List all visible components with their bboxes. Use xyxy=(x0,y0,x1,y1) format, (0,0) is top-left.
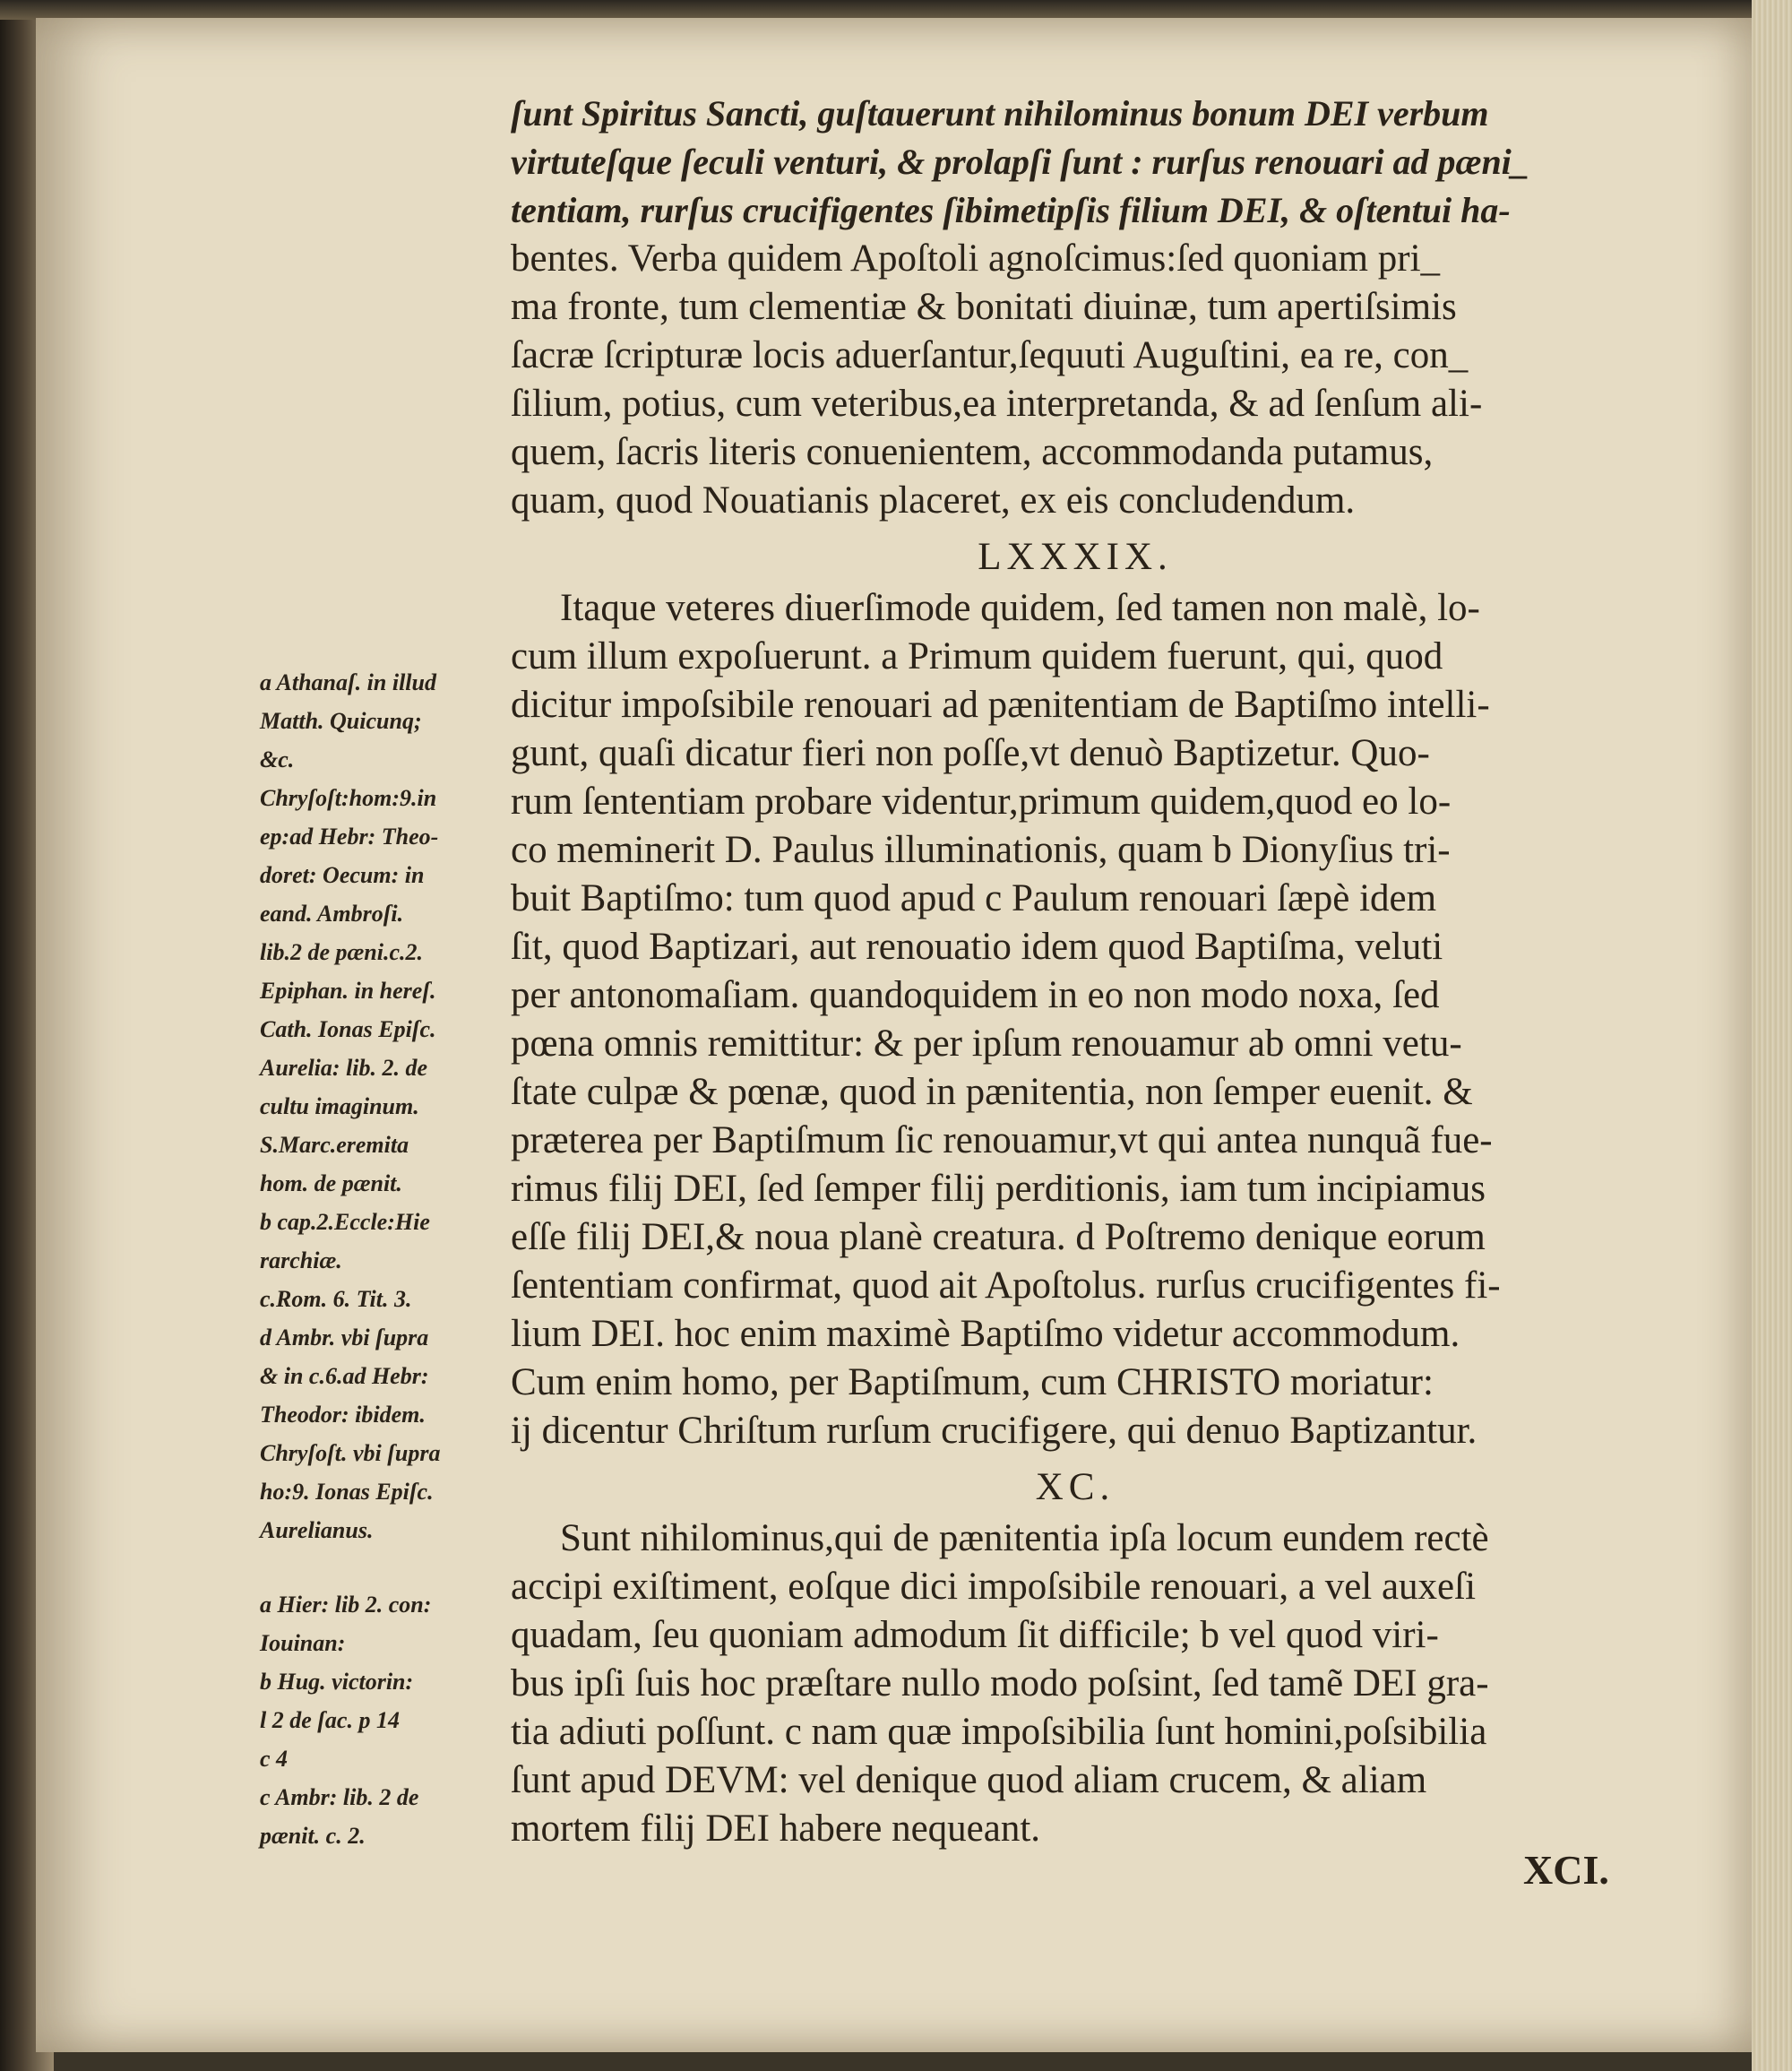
marginal-notes xyxy=(260,663,502,1855)
section-heading-xc: XC. xyxy=(1035,1466,1116,1508)
marginal-line: b Hug. victorin: xyxy=(260,1669,414,1695)
marginal-line: lib.2 de pæni.c.2. xyxy=(260,939,423,965)
text-line: tia adiuti poſſunt. c nam quæ impoſsibilia ſunt homini,poſsibilia xyxy=(511,1711,1487,1753)
marginal-line: Chryſoſt:hom:9.in xyxy=(260,785,437,811)
marginal-line: b cap.2.Eccle:Hie xyxy=(260,1209,430,1235)
paragraph-continuation xyxy=(511,90,1640,525)
text-line: Itaque veteres diuerſimode quidem, ſed tamen non malè, lo- xyxy=(560,587,1480,629)
marginal-line: Cath. Ionas Epiſc. xyxy=(260,1016,436,1042)
section-heading-lxxxix: LXXXIX. xyxy=(978,536,1173,578)
text-line: rimus filij DEI, ſed ſemper filij perditionis, iam tum incipiamus xyxy=(511,1168,1486,1210)
marginal-line: Iouinan: xyxy=(260,1630,346,1656)
marginal-group-1 xyxy=(260,663,502,1549)
marginal-line: Chryſoſt. vbi ſupra xyxy=(260,1440,441,1466)
marginal-line: Aurelia: lib. 2. de xyxy=(260,1055,428,1081)
marginal-line: Matth. Quicunq; xyxy=(260,708,422,734)
text-line: co meminerit D. Paulus illuminationis, quam b Dionyſius tri- xyxy=(511,829,1451,871)
marginal-line: c Ambr: lib. 2 de xyxy=(260,1784,419,1810)
text-line: præterea per Baptiſmum ſic renouamur,vt qui antea nunquã fue- xyxy=(511,1119,1493,1161)
text-line: per antonomaſiam. quandoquidem in eo non modo noxa, ſed xyxy=(511,974,1440,1016)
marginal-line: Epiphan. in hereſ. xyxy=(260,978,436,1004)
marginal-line: Aurelianus. xyxy=(260,1517,374,1543)
text-line: ij dicentur Chriſtum rurſum crucifigere, qui denuo Baptizantur. xyxy=(511,1410,1478,1452)
text-line: ma fronte, tum clementiæ & bonitati diuinæ, tum apertiſsimis xyxy=(511,286,1457,328)
text-line: lium DEI. hoc enim maximè Baptiſmo videtur accommodum. xyxy=(511,1313,1460,1355)
marginal-line: & in c.6.ad Hebr: xyxy=(260,1363,429,1389)
text-line: accipi exiſtiment, eoſque dici impoſsibile renouari, a vel auxeſi xyxy=(511,1566,1477,1608)
text-line: Sunt nihilominus,qui de pænitentia ipſa locum eundem rectè xyxy=(560,1517,1489,1559)
text-line: ſit, quod Baptizari, aut renouatio idem quod Baptiſma, veluti xyxy=(511,926,1443,968)
text-line: quem, ſacris literis conuenientem, accommodanda putamus, xyxy=(511,431,1434,473)
marginal-line: doret: Oecum: in xyxy=(260,862,425,888)
marginal-line: pænit. c. 2. xyxy=(260,1823,366,1849)
marginal-line: d Ambr. vbi ſupra xyxy=(260,1325,429,1350)
main-text-block xyxy=(511,90,1640,1853)
text-line: ſtate culpæ & pœnæ, quod in pænitentia, non ſemper euenit. & xyxy=(511,1071,1473,1113)
text-line: ſacræ ſcripturæ locis aduerſantur,ſequuti Auguſtini, ea re, con_ xyxy=(511,334,1469,376)
marginal-line: eand. Ambroſi. xyxy=(260,901,404,927)
marginal-line: a Athanaſ. in illud xyxy=(260,669,436,695)
text-line: gunt, quaſi dicatur fieri non poſſe,vt denuò Baptizetur. Quo- xyxy=(511,732,1430,774)
marginal-line: ho:9. Ionas Epiſc. xyxy=(260,1479,434,1505)
marginal-line: a Hier: lib 2. con: xyxy=(260,1592,432,1618)
text-line: bentes. Verba quidem Apoſtoli agnoſcimus:ſed quoniam pri_ xyxy=(511,237,1441,280)
marginal-line: &c. xyxy=(260,746,295,772)
text-line: ſententiam confirmat, quod ait Apoſtolus. rurſus crucifigentes fi- xyxy=(511,1264,1501,1307)
text-line: eſſe filij DEI,& noua planè creatura. d Poſtremo denique eorum xyxy=(511,1216,1486,1258)
paragraph-xc xyxy=(511,1514,1640,1853)
book-top-edge xyxy=(0,0,1792,20)
marginal-line: S.Marc.eremita xyxy=(260,1132,409,1158)
text-line: virtuteſque ſeculi venturi, & prolapſi ſunt : rurſus renouari ad pæni_ xyxy=(511,142,1529,182)
text-line: tentiam, rurſus crucifigentes ſibimetipſis filium DEI, & oſtentui ha- xyxy=(511,190,1511,230)
marginal-line: ep:ad Hebr: Theo- xyxy=(260,824,439,850)
page-stack-edge xyxy=(1752,0,1792,2071)
paragraph-lxxxix xyxy=(511,584,1640,1455)
text-line: Cum enim homo, per Baptiſmum, cum CHRISTO moriatur: xyxy=(511,1361,1434,1403)
text-line: rum ſententiam probare videntur,primum quidem,quod eo lo- xyxy=(511,781,1452,823)
marginal-line: rarchiæ. xyxy=(260,1247,342,1273)
text-line: dicitur impoſsibile renouari ad pænitentiam de Baptiſmo intelli- xyxy=(511,684,1490,726)
marginal-line: hom. de pænit. xyxy=(260,1170,402,1196)
text-line: cum illum expoſuerunt. a Primum quidem fuerunt, qui, quod xyxy=(511,635,1443,677)
text-line: ſilium, potius, cum veteribus,ea interpretanda, & ad ſenſum ali- xyxy=(511,383,1483,425)
marginal-line: Theodor: ibidem. xyxy=(260,1402,426,1428)
text-line: quadam, ſeu quoniam admodum ſit difficile; b vel quod viri- xyxy=(511,1614,1439,1656)
marginal-line: l 2 de ſac. p 14 xyxy=(260,1707,400,1733)
text-line: quam, quod Nouatianis placeret, ex eis concludendum. xyxy=(511,479,1356,522)
catchword: XCI. xyxy=(1523,1847,1609,1893)
text-line: buit Baptiſmo: tum quod apud c Paulum renouari ſæpè idem xyxy=(511,877,1437,919)
text-line: ſunt apud DEVM: vel denique quod aliam crucem, & aliam xyxy=(511,1759,1427,1801)
text-line: mortem filij DEI habere nequeant. xyxy=(511,1808,1041,1850)
marginal-group-2 xyxy=(260,1585,502,1855)
text-line: pœna omnis remittitur: & per ipſum renouamur ab omni vetu- xyxy=(511,1023,1462,1065)
text-line: ſunt Spiritus Sancti, guſtauerunt nihilominus bonum DEI verbum xyxy=(511,93,1489,134)
marginal-line: c.Rom. 6. Tit. 3. xyxy=(260,1286,412,1312)
marginal-line: cultu imaginum. xyxy=(260,1093,419,1119)
marginal-line: c 4 xyxy=(260,1746,289,1772)
text-line: bus ipſi ſuis hoc præſtare nullo modo poſsint, ſed tamẽ DEI gra- xyxy=(511,1662,1489,1704)
